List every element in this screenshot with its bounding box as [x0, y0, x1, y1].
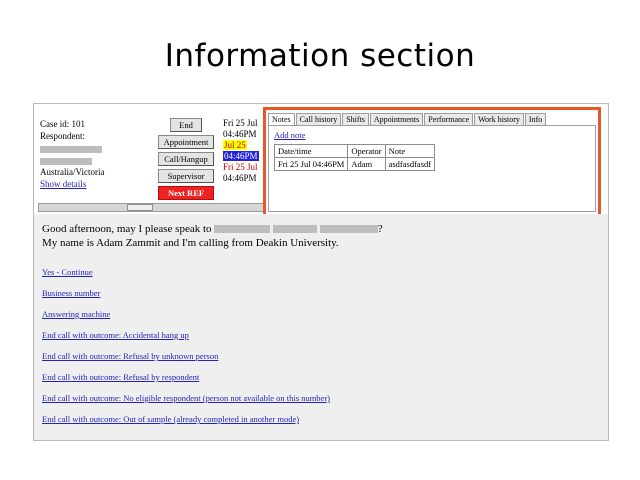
option-out-of-sample[interactable]: End call with outcome: Out of sample (already completed in another mode) [42, 414, 300, 424]
redaction-bar [320, 225, 378, 233]
tab-work-history[interactable]: Work history [474, 113, 524, 125]
page-title: Information section [164, 38, 476, 74]
option-answering-machine[interactable]: Answering machine [42, 309, 111, 319]
location-text: Australia/Victoria [40, 167, 105, 177]
redaction-bar [214, 225, 270, 233]
option-business-number[interactable]: Business number [42, 288, 101, 298]
show-details-link[interactable]: Show details [40, 179, 87, 189]
case-id-label: Case id: [40, 119, 70, 129]
script-line-2: My name is Adam Zammit and I'm calling from Deakin University. [42, 237, 339, 249]
table-row[interactable] [275, 158, 435, 171]
call-action-buttons [158, 118, 216, 203]
case-id-value: 101 [71, 119, 85, 129]
respondent-name-redacted [40, 142, 155, 154]
interview-script-area [34, 214, 608, 440]
redaction-bar [40, 158, 92, 165]
respondent-detail-redacted [40, 154, 155, 166]
tab-call-history[interactable]: Call history [296, 113, 342, 125]
cell-datetime: Fri 25 Jul 04:46PM [275, 158, 348, 171]
timestamp-date: Fri 25 Jul [223, 118, 258, 128]
supervisor-button[interactable]: Supervisor [158, 169, 214, 183]
notes-tab-content [268, 125, 596, 212]
horizontal-scrollbar[interactable] [38, 203, 278, 212]
column-header-operator: Operator [348, 145, 385, 158]
appointment-button[interactable]: Appointment [158, 135, 214, 149]
tab-notes[interactable]: Notes [268, 113, 295, 125]
tab-shifts[interactable]: Shifts [342, 113, 369, 125]
timestamp-date-alt: Fri 25 Jul [223, 162, 258, 172]
script-line-1 [42, 222, 608, 236]
option-refusal-unknown-person[interactable]: End call with outcome: Refusal by unknown person [42, 351, 219, 361]
call-hangup-button[interactable]: Call/Hangup [158, 152, 214, 166]
tab-appointments[interactable]: Appointments [370, 113, 423, 125]
case-info-block [40, 118, 155, 190]
notes-table [274, 144, 435, 171]
tab-info[interactable]: Info [525, 113, 546, 125]
tab-performance[interactable]: Performance [424, 113, 473, 125]
redaction-bar [273, 225, 317, 233]
column-header-datetime: Date/time [275, 145, 348, 158]
cell-operator: Adam [348, 158, 385, 171]
respondent-label: Respondent: [40, 131, 85, 141]
scrollbar-thumb[interactable] [127, 204, 153, 211]
timestamp-time: 04:46PM [223, 129, 257, 139]
script-line-1-suffix: ? [377, 223, 383, 235]
end-button[interactable]: End [170, 118, 202, 132]
script-line-1-text: Good afternoon, may I please speak to [42, 223, 212, 235]
column-header-note: Note [385, 145, 434, 158]
notes-tab-strip [268, 112, 547, 125]
timestamp-time-alt: 04:46PM [223, 173, 257, 183]
application-screenshot [33, 103, 609, 441]
option-refusal-respondent[interactable]: End call with outcome: Refusal by respondent [42, 372, 200, 382]
timestamp-time-highlighted: 04:46PM [224, 151, 258, 161]
next-ref-button[interactable]: Next REF [158, 186, 214, 200]
add-note-link[interactable]: Add note [274, 130, 306, 140]
option-accidental-hangup[interactable]: End call with outcome: Accidental hang up [42, 330, 189, 340]
table-header-row [275, 145, 435, 158]
notes-panel [263, 107, 601, 217]
case-id-row [40, 118, 155, 130]
option-no-eligible-respondent[interactable]: End call with outcome: No eligible respondent (person not available on this number) [42, 393, 330, 403]
option-yes-continue[interactable]: Yes - Continue [42, 267, 93, 277]
timestamp-date-highlighted: Jul 25 [224, 140, 246, 150]
call-top-area [34, 104, 608, 214]
redaction-bar [40, 146, 102, 153]
cell-note: asdfasdfasdf [385, 158, 434, 171]
